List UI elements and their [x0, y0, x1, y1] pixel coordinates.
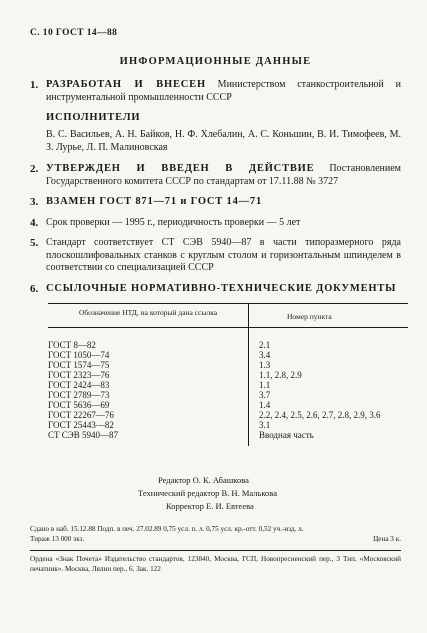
doc-cell: ГОСТ 1050—74	[48, 350, 249, 360]
item-text: Стандарт соответствует СТ СЭВ 5940—87 в части типоразмерного ряда плоскошлифовальных станков с круглым столом и горизонтальным шпинделем в соответствии со специализацией СССР	[46, 237, 401, 273]
table-row	[48, 360, 408, 370]
clause-cell: 1.3	[259, 360, 271, 370]
price: Цена 3 к.	[373, 534, 401, 543]
item-number: 1.	[30, 79, 39, 91]
table-row	[48, 420, 408, 430]
imprint-line-2	[30, 535, 401, 545]
clause-cell: 3.1	[259, 420, 271, 430]
editors-block	[138, 474, 401, 513]
table-row	[48, 430, 408, 446]
doc-cell: ГОСТ 2424—83	[48, 380, 249, 390]
editor-line: Редактор О. К. Абашкова	[158, 475, 249, 485]
table-row	[48, 370, 408, 380]
info-item-3	[30, 196, 401, 209]
doc-cell: СТ СЭВ 5940—87	[48, 430, 249, 446]
performers-names: В. С. Васильев, А. Н. Байков, Н. Ф. Хлебалин, А. С. Коньшин, В. И. Тимофеев, М. З. Лурье, Л. П. Малиновская	[46, 129, 401, 153]
doc-cell: ГОСТ 5636—69	[48, 400, 249, 410]
doc-cell: ГОСТ 2323—76	[48, 370, 249, 380]
item-text: Срок проверки — 1995 г., периодичность проверки — 5 лет	[46, 216, 301, 228]
printer-info: Ордена «Знак Почета» Издательство стандартов, 123840, Москва, ГСП, Новопресненский пер., 3 Тип. «Московский печатник». Москва, Лялин пер., 6. Зак. 122	[30, 555, 401, 573]
divider	[30, 550, 401, 551]
performers-label: ИСПОЛНИТЕЛИ	[46, 112, 141, 123]
table-row	[48, 410, 408, 420]
doc-cell: ГОСТ 2789—73	[48, 390, 249, 400]
item-text: ССЫЛОЧНЫЕ НОРМАТИВНО-ТЕХНИЧЕСКИЕ ДОКУМЕНТЫ	[46, 282, 397, 294]
item-number: 6.	[30, 282, 39, 295]
imprint-block	[30, 525, 401, 574]
table-header-row	[48, 304, 408, 328]
item-number: 5.	[30, 237, 39, 249]
doc-cell: ГОСТ 22267—76	[48, 410, 249, 420]
info-item-1	[30, 79, 401, 104]
item-text: УТВЕРЖДЕН И ВВЕДЕН В ДЕЙСТВИЕ Постановлением Государственного комитета СССР по стандартам от 17.11.88 № 3727	[46, 163, 402, 187]
clause-cell: 1.4	[259, 400, 271, 410]
clause-cell: 2.2, 2.4, 2.5, 2.6, 2.7, 2.8, 2.9, 3.6	[259, 410, 381, 420]
header-clause: Номер пункта	[249, 304, 409, 328]
references-table	[48, 303, 408, 446]
table-row	[48, 390, 408, 400]
clause-cell: 3.7	[259, 390, 271, 400]
info-item-2	[30, 163, 401, 188]
item-text: ВЗАМЕН ГОСТ 871—71 и ГОСТ 14—71	[46, 196, 263, 207]
info-item-6	[30, 283, 401, 296]
doc-cell: ГОСТ 8—82	[48, 328, 249, 351]
item-number: 4.	[30, 216, 39, 229]
item-number: 2.	[30, 163, 39, 175]
clause-cell: 3.4	[259, 350, 271, 360]
item-number: 3.	[30, 196, 39, 208]
table-row	[48, 350, 408, 360]
clause-cell: 1.1, 2.8, 2.9	[259, 370, 302, 380]
clause-cell: Вводная часть	[259, 430, 314, 440]
clause-cell: 2.1	[259, 340, 271, 350]
page-header: С. 10 ГОСТ 14—88	[30, 28, 118, 38]
imprint-line-1: Сдано в наб. 15.12.88 Подп. в печ. 27.02.89 0,75 усл. п. л. 0,75 усл. кр.-отт. 0,52 уч.-изд. л.	[30, 525, 304, 533]
doc-cell: ГОСТ 1574—75	[48, 360, 249, 370]
doc-cell: ГОСТ 25443—82	[48, 420, 249, 430]
clause-cell: 1.1	[259, 380, 271, 390]
proofreader-line: Корректор Е. И. Евтеева	[166, 501, 254, 511]
table-row	[48, 328, 408, 351]
table-row	[48, 380, 408, 390]
tech-editor-line: Технический редактор В. Н. Малькова	[138, 488, 277, 498]
info-item-4	[30, 217, 401, 230]
print-run: Тираж 13 000 экз.	[30, 534, 85, 543]
header-document: Обозначение НТД, на который дана ссылка	[48, 304, 249, 328]
item-text: РАЗРАБОТАН И ВНЕСЕН Министерством станкостроительной и инструментальной промышленности СССР	[46, 79, 402, 103]
table-row	[48, 400, 408, 410]
info-item-5	[30, 237, 401, 275]
section-title: ИНФОРМАЦИОННЫЕ ДАННЫЕ	[119, 56, 312, 67]
